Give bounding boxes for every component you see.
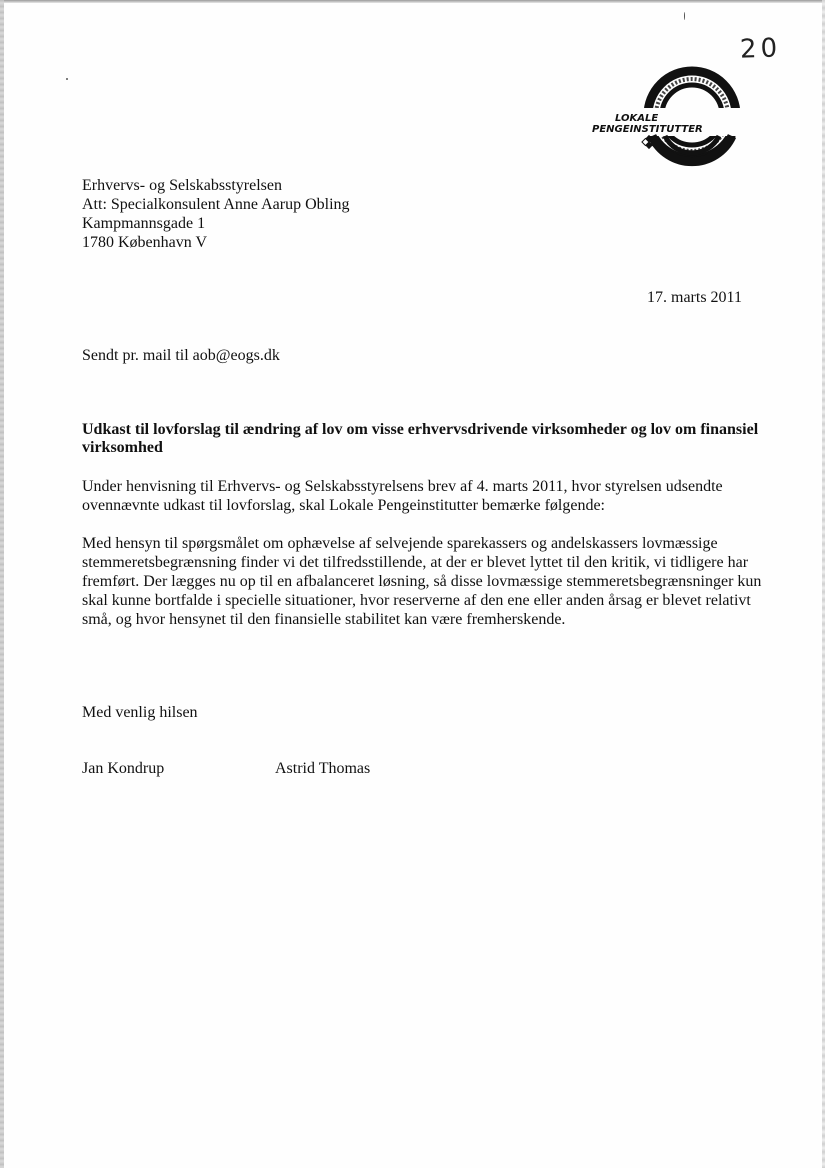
signatory-2: Astrid Thomas bbox=[275, 760, 371, 777]
handwritten-page-number: 20 bbox=[739, 33, 782, 65]
recipient-attention: Att: Specialkonsulent Anne Aarup Obling bbox=[82, 196, 350, 213]
sent-via-line: Sendt pr. mail til aob@eogs.dk bbox=[82, 347, 280, 364]
scan-speck bbox=[66, 78, 68, 80]
signatory-1: Jan Kondrup bbox=[82, 760, 165, 777]
scan-speck bbox=[684, 12, 685, 20]
letter-subject: Udkast til lovforslag til ændring af lov om visse erhvervsdrivende virksomheder og lov om finansiel virksomhed bbox=[82, 421, 759, 456]
closing-greeting: Med venlig hilsen bbox=[82, 704, 198, 721]
recipient-street: Kampmannsgade 1 bbox=[82, 215, 206, 232]
letter-date: 17. marts 2011 bbox=[647, 289, 742, 306]
recipient-city: 1780 København V bbox=[82, 234, 208, 251]
scan-edge-left bbox=[0, 0, 4, 1168]
body-paragraph-1: Under henvisning til Erhvervs- og Selskabsstyrelsens brev af 4. marts 2011, hvor styrelsen udsendte ovennævnte udkast til lovforslag, skal Lokale Pengeinstitutter bemærke følgende: bbox=[82, 478, 723, 514]
lokale-pengeinstitutter-logo bbox=[585, 60, 745, 175]
recipient-organisation: Erhvervs- og Selskabsstyrelsen bbox=[82, 177, 282, 194]
body-paragraph-2: Med hensyn til spørgsmålet om ophævelse af selvejende sparekassers og andelskassers lovmæssige stemmeretsbegrænsning finder vi det tilfredsstillende, at der er blevet lyttet til den kritik, vi tidligere har fremført. Der lægges nu op til en afbalanceret løsning, så disse lovmæssige stemmeretsbegrænsninger kun skal kunne bortfalde i specielle situationer, hvor reserverne af den ene eller anden årsag er blevet relativt små, og hvor hensynet til den finansielle stabilitet kan være fremherskende. bbox=[82, 535, 762, 628]
logo-text-pengeinstitutter: PENGEINSTITUTTER bbox=[592, 124, 703, 135]
scan-edge-top bbox=[0, 0, 825, 3]
recipient-address bbox=[82, 176, 350, 252]
logo-text-lokale: LOKALE bbox=[615, 113, 659, 124]
